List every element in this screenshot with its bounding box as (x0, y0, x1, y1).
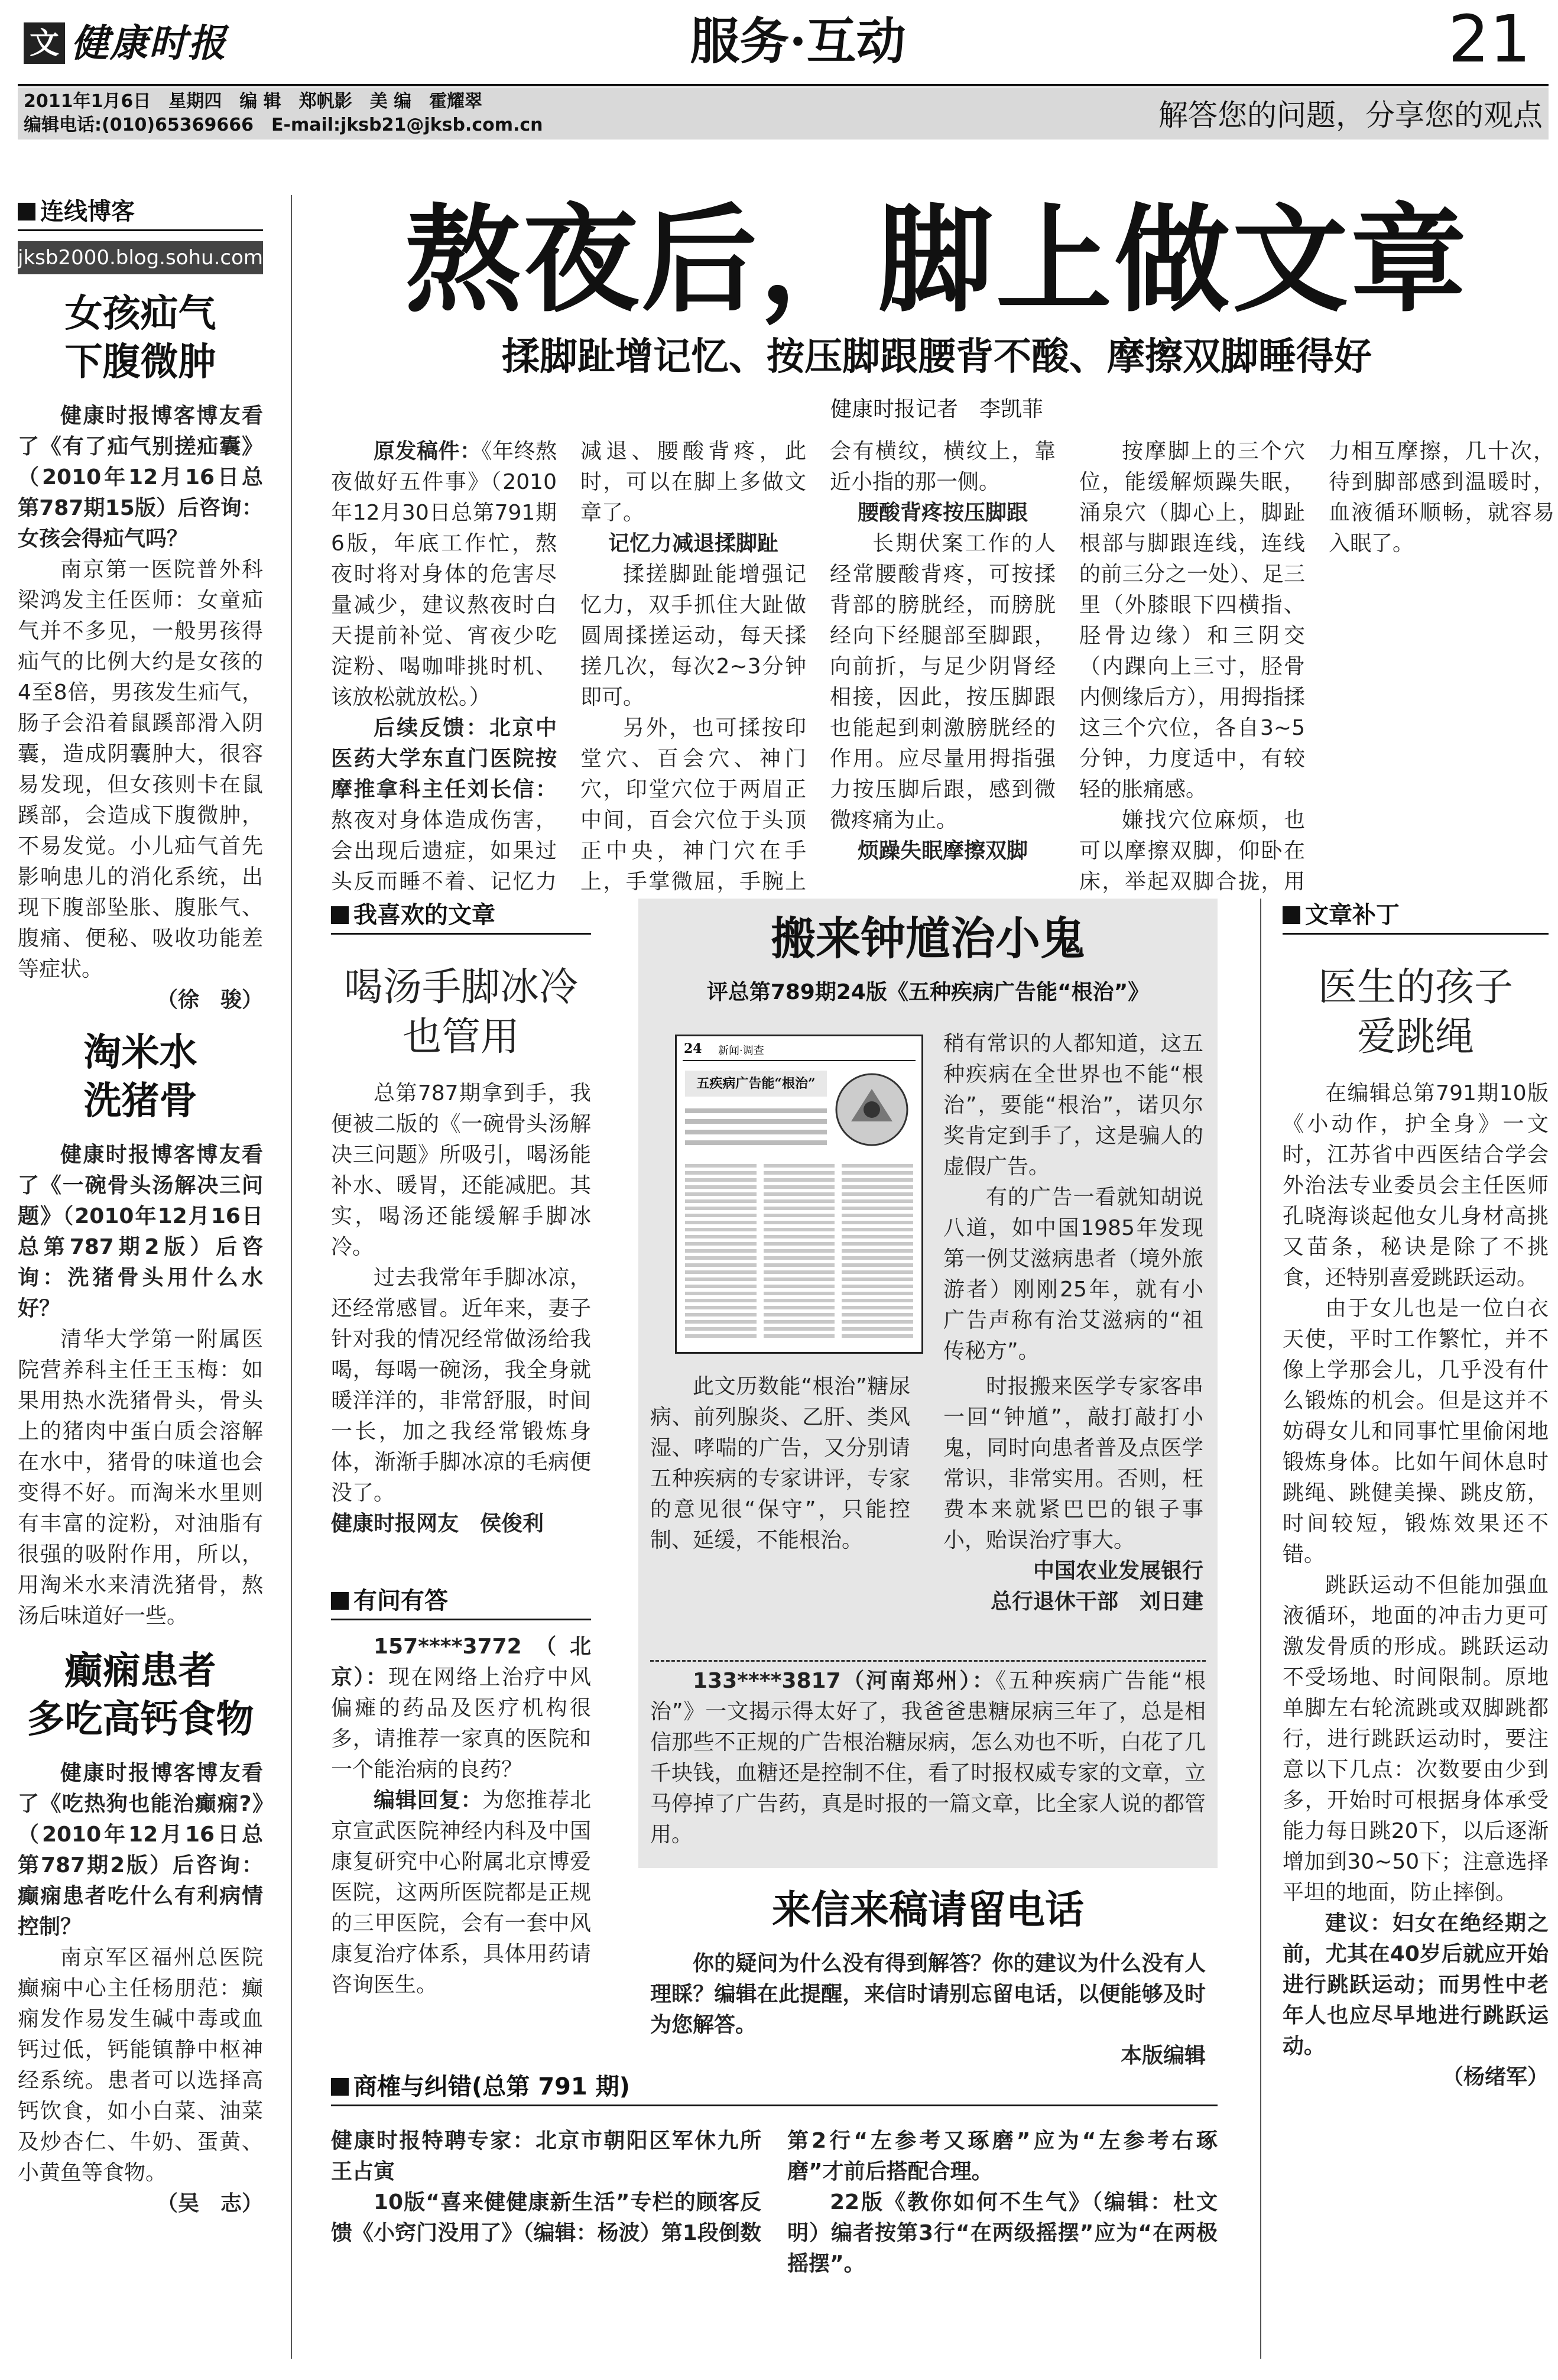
ghost-lower-right (943, 1371, 1203, 1617)
thumb-headline: 五疾病广告能“根治” (685, 1071, 827, 1097)
supp-signature: （杨绪军） (1442, 2065, 1549, 2089)
supp-section-label: 文章补丁 (1305, 902, 1400, 929)
title-line-1: 淘米水 (83, 1030, 197, 1075)
title-line-1: 医生的孩子 (1318, 964, 1513, 1010)
thumb-columns (685, 1160, 913, 1338)
lead-byline: 健康时报记者 李凯菲 (830, 397, 1043, 421)
phone-body (650, 1948, 1206, 2071)
ghost-review-of: 评总第789期24版《五种疾病广告能“根治”》 (706, 980, 1150, 1004)
lead-paragraph-text: 揉搓脚趾能增强记忆力，双手抓住大趾做圆周揉搓运动，每天揉搓几次，每次2~3分钟即可。 (580, 562, 806, 709)
title-line-1: 女孩疝气 (64, 291, 216, 336)
ghost-right-column (943, 1029, 1203, 1367)
qa-body (331, 1632, 591, 2000)
fav-paragraph-2: 过去我常年手脚冰凉，还经常感冒。近年来，妻子针对我的情况经常做汤给我喝，每喝一碗汤，我全身就暖洋洋的，非常舒服，时间一长，加之我经常锻炼身体，渐渐手脚冰凉的毛病便没了。 (331, 1266, 591, 1505)
ghost-signature-org: 中国农业发展银行 (1033, 1559, 1203, 1583)
lead-paragraph (1079, 436, 1305, 805)
sidebar-section-label: 连线博客 (40, 198, 135, 225)
ghost-lower-left (650, 1371, 910, 1556)
phone-text: 你的疑问为什么没有得到解答？你的建议为什么没有人理睬？编辑在此提醒，来信时请别忘留电话，以便能够及时为您解答。 (650, 1951, 1206, 2037)
fav-title (331, 962, 591, 1062)
errata-rule (331, 2105, 1218, 2106)
title-line-2: 下腹微肿 (64, 340, 216, 384)
title-line-2: 爱跳绳 (1357, 1014, 1474, 1059)
date-line: 2011年1月6日 星期四 编 辑 郑帆影 美 编 霍耀翠 (24, 91, 483, 112)
fav-section-header (331, 899, 591, 932)
supp-title (1283, 962, 1549, 1062)
sidebar-answer-1: 南京第一医院普外科梁鸿发主任医师：女童疝气并不多见，一般男孩得疝气的比例大约是女孩的4至8倍，男孩发生疝气，肠子会沿着鼠蹊部滑入阴囊，造成阴囊肿大，很容易发现，但女孩则卡在鼠蹊部，会造成下腹微肿，不易发觉。小儿疝气首先影响患儿的消化系统，出现下腹部坠胀、腹胀气、腹痛、便秘、吸收功能差等症状。 (18, 557, 263, 981)
lead-title: 熬夜后，脚上做文章 (404, 192, 1469, 328)
lead-paragraph-text: 熬夜对身体造成伤害，会出现后遗症，如果过头反而睡不着、记忆力减退、腰酸背疼，此时，可以在脚上多做文章了。 (331, 439, 806, 894)
reader-text: 《五种疾病广告能“根治”》一文揭示得太好了，我爸爸患糖尿病三年了，总是相信那些不正规的广告根治糖尿病，怎么劝也不听，白花了几千块钱，血糖还是控制不住，看了时报权威专家的文章，立马停掉了广告药，真是时报的一篇文章，比全家人说的都管用。 (650, 1669, 1206, 1847)
errata-item-2: 22版《教你如何不生气》（编辑：杜文明）编者按第3行“在两级摇摆”应为“在两极摇摆”。 (787, 2190, 1218, 2276)
lead-subheading: 腰酸背疼按压脚跟 (857, 501, 1028, 525)
sidebar-question-3: 健康时报博客博友看了《吃热狗也能治癫痫?》（2010年12月16日总第787期2版）后咨询：癫痫患者吃什么有利病情控制？ (18, 1761, 263, 1939)
fav-signature: 健康时报网友 侯俊利 (331, 1512, 544, 1536)
phone-signature: 本版编辑 (1120, 2044, 1206, 2068)
fav-section-label: 我喜欢的文章 (353, 902, 495, 929)
thumb-section: 新闻·调查 (718, 1045, 764, 1057)
lead-paragraph-text: 《年终熬夜做好五件事》（2010年12月30日总第791期6版，年底工作忙，熬夜时将对身体的危害尽量减少，建议熬夜时白天提前补觉、宵夜少吃淀粉、喝咖啡挑时机、该放松就放松。） (331, 439, 557, 709)
lead-subheading: 记忆力减退揉脚趾 (608, 531, 778, 556)
ghost-paragraph-4: 时报搬来医学专家客串一回“钟馗”，敲打敲打小鬼，同时向患者普及点医学常识，非常实用。否则，枉费本来就紧巴巴的银子事小，贻误治疗事大。 (943, 1374, 1203, 1552)
lead-subtitle: 揉脚趾增记忆、按压脚跟腰背不酸、摩擦双脚睡得好 (502, 335, 1372, 379)
phone-title: 来信来稿请留电话 (772, 1886, 1084, 1932)
lead-paragraph-label: 后续反馈：北京中医药大学东直门医院按摩推拿科主任刘长信： (331, 716, 557, 802)
sidebar-column (18, 290, 263, 2219)
supp-body (1283, 1078, 1549, 2093)
title-line-2: 洗猪骨 (83, 1079, 197, 1123)
lead-paragraph-label: 原发稿件： (374, 439, 482, 463)
errata-body (331, 2126, 1218, 2280)
ghost-paragraph-3: 有的广告一看就知胡说八道，如中国1985年发现第一例艾滋病患者（境外旅游者）刚刚25年，就有小广告声称有治艾滋病的“祖传秘方”。 (943, 1185, 1203, 1363)
sidebar-divider (291, 195, 292, 2359)
qa-answer-head: 编辑回复： (374, 1788, 483, 1812)
ghost-title: 搬来钟馗治小鬼 (771, 912, 1085, 965)
supp-advice-head: 建议： (1325, 1911, 1393, 1935)
errata-experts: 健康时报特聘专家：北京市朝阳区军休九所 王占寅 (331, 2129, 783, 2184)
sidebar-article-1-body (18, 401, 263, 1016)
referenced-page-thumbnail (675, 1035, 923, 1354)
fav-paragraph-1: 总第787期拿到手，我便被二版的《一碗骨头汤解决三问题》所吸引，喝汤能补水、暖胃，还能减肥。其实，喝汤还能缓解手脚冰冷。 (331, 1081, 591, 1259)
ghost-signature-name: 总行退休干部 刘日建 (990, 1590, 1203, 1614)
sidebar-article-3-body (18, 1758, 263, 2219)
supp-section-header (1283, 899, 1549, 932)
sidebar-section-header (18, 195, 263, 228)
lead-paragraph-text: 另外，也可揉按印堂穴、百会穴、神门穴，印堂穴位于两眉正中间，百会穴位于头顶正中央，神门穴在手上，手掌微屈，手腕上会有横纹，横纹上，靠近小指的那一侧。 (580, 439, 1056, 894)
ghost-dashed-divider (650, 1660, 1206, 1662)
masthead-logo (24, 21, 248, 69)
title-line-1: 喝汤手脚冰冷 (344, 964, 578, 1010)
sidebar-signature-1: （徐 骏） (156, 988, 263, 1012)
thumb-text-lines (685, 1108, 827, 1151)
title-line-2: 也管用 (403, 1014, 520, 1059)
supp-rule (1283, 933, 1549, 935)
title-line-1: 癫痫患者 (64, 1649, 216, 1693)
page-number: 21 (1448, 1, 1531, 77)
fav-rule (331, 933, 591, 935)
sidebar-article-2-title (18, 1029, 263, 1126)
sidebar-article-1-title (18, 290, 263, 387)
title-line-2: 多吃高钙食物 (27, 1697, 254, 1742)
thumb-illustration (830, 1068, 913, 1151)
lead-subheading: 烦躁失眠摩擦双脚 (857, 839, 1028, 863)
supp-divider (1260, 899, 1261, 2359)
errata-item-1: 10版“喜来健健康新生活”专栏的顾客反馈《小窍门没用了》（编辑：杨波）第1段倒数第2行“左参考又琢磨”应为“左参考右琢磨”才前后搭配合理。 (331, 2129, 1218, 2245)
contact-line: 编辑电话:(010)65369666 E-mail:jksb21@jksb.com.cn (24, 115, 543, 135)
lead-paragraph (830, 528, 1056, 836)
sidebar-rule (18, 229, 263, 231)
qa-section-label: 有问有答 (353, 1587, 448, 1614)
qa-question: 现在网络上治疗中风偏瘫的药品及医疗机构很多，请推荐一家真的医院和一个能治病的良药？ (331, 1665, 591, 1782)
supp-paragraph-3: 跳跃运动不但能加强血液循环，地面的冲击力更可激发骨质的形成。跳跃运动不受场地、时间限制。原地单脚左右轮流跳或双脚跳都行，进行跳跃运动时，要注意以下几点：次数要由少到多，开始时可根据身体承受能力每日跳20下，以后逐渐增加到30~50下；注意选择平坦的地面，防止摔倒。 (1283, 1573, 1549, 1905)
logo-name: 健康时报 (71, 21, 227, 66)
logo-mark: 文 (24, 22, 65, 64)
fav-body (331, 1078, 591, 1539)
lead-paragraph (331, 436, 557, 713)
errata-section-label: 商榷与纠错(总第 791 期) (353, 2073, 630, 2100)
sidebar-answer-3: 南京军区福州总医院癫痫中心主任杨朋范：癫痫发作易发生碱中毒或血钙过低，钙能镇静中枢神经系统。患者可以选择高钙饮食，如小白菜、油菜及炒杏仁、牛奶、蛋黄、小黄鱼等食物。 (18, 1945, 263, 2185)
sidebar-article-2-body (18, 1140, 263, 1632)
blog-url: jksb2000.blog.sohu.com (18, 241, 263, 274)
supp-paragraph-2: 由于女儿也是一位白衣天使，平时工作繁忙，并不像上学那会儿，几乎没有什么锻炼的机会。但是这并不妨碍女儿和同事忙里偷闲地锻炼身体。比如午间休息时跳绳、跳健美操、跳皮筋，时间较短，锻炼效果还不错。 (1283, 1296, 1549, 1567)
lead-paragraph (580, 559, 806, 713)
sidebar-question-2: 健康时报博客博友看了《一碗骨头汤解决三问题》（2010年12月16日总第787期2版）后咨询：洗猪骨头用什么水好？ (18, 1143, 263, 1321)
ghost-reader-feedback (650, 1666, 1206, 1850)
lead-paragraph-text: 按摩脚上的三个穴位，能缓解烦躁失眠，涌泉穴（脚心上，脚趾根部与脚跟连线，连线的前三分之一处）、足三里（外膝眼下四横指、胫骨边缘）和三阴交（内踝向上三寸，胫骨内侧缘后方），用拇指揉这三个穴位，各自3~5分钟，力度适中，有较轻的胀痛感。 (1079, 439, 1305, 802)
sidebar-signature-3: （吴 志） (156, 2191, 263, 2216)
qa-question-head: 157****3772（北京）： (331, 1635, 591, 1690)
sidebar-answer-2: 清华大学第一附属医院营养科主任王玉梅：如果用热水洗猪骨头，骨头上的猪肉中蛋白质会溶解在水中，猪骨的味道也会变得不好。而淘米水里则有丰富的淀粉，对油脂有很强的吸附作用，所以，用淘米水来清洗猪骨，熬汤后味道好一些。 (18, 1327, 263, 1628)
section-title: 服务·互动 (690, 12, 906, 70)
slogan: 解答您的问题，分享您的观点 (1158, 98, 1543, 132)
supp-advice: 妇女在绝经期之前，尤其在40岁后就应开始进行跳跃运动；而男性中老年人也应尽早地进行跳跃运动。 (1283, 1911, 1549, 2058)
masthead-rule (18, 84, 1549, 86)
qa-answer: 为您推荐北京宣武医院神经内科及中国康复研究中心附属北京博爱医院，这两所医院都是正规的三甲医院，会有一套中风康复治疗体系，具体用药请咨询医生。 (331, 1788, 591, 1997)
reader-head: 133****3817（河南郑州）： (693, 1669, 996, 1693)
sidebar-article-3-title (18, 1647, 263, 1744)
fav-column (331, 962, 591, 1539)
ghost-paragraph-2: 稍有常识的人都知道，这五种疾病在全世界也不能“根治”，要能“根治”，诺贝尔奖肯定到手了，这是骗人的虚假广告。 (943, 1032, 1203, 1179)
sidebar-question-1: 健康时报博客博友看了《有了疝气别搓疝囊》（2010年12月16日总第787期15版）后咨询：女孩会得疝气吗？ (18, 404, 263, 551)
qa-rule (331, 1619, 591, 1620)
supp-paragraph-1: 在编辑总第791期10版《小动作，护全身》一文时，江苏省中西医结合学会外治法专业委员会主任医师孔晓海谈起他女儿身材高挑又苗条，秘诀是除了不挑食，还特别喜爱跳跃运动。 (1283, 1081, 1549, 1290)
errata-section-header (331, 2070, 1218, 2103)
supp-column (1283, 962, 1549, 2093)
ghost-paragraph-1: 此文历数能“根治”糖尿病、前列腺炎、乙肝、类风湿、哮喘的广告，又分别请五种疾病的专家讲评，专家的意见很“保守”，只能控制、延缓，不能根治。 (650, 1374, 910, 1552)
qa-section-header (331, 1584, 591, 1617)
lead-body (331, 436, 1554, 897)
lead-paragraph-text: 长期伏案工作的人经常腰酸背疼，可按揉背部的膀胱经，而膀胱经向下经腿部至脚跟，向前折，与足少阴肾经相接，因此，按压脚跟也能起到刺激膀胱经的作用。应尽量用拇指强力按压脚后跟，感到微微疼痛为止。 (830, 531, 1056, 832)
thumb-page-number: 24 (684, 1041, 702, 1056)
lead-paragraph-text: 嫌找穴位麻烦，也可以摩擦双脚，仰卧在床，举起双脚合拢，用力相互摩擦，几十次，待到脚部感到温暖时，血液循环顺畅，就容易入眠了。 (1079, 439, 1554, 894)
